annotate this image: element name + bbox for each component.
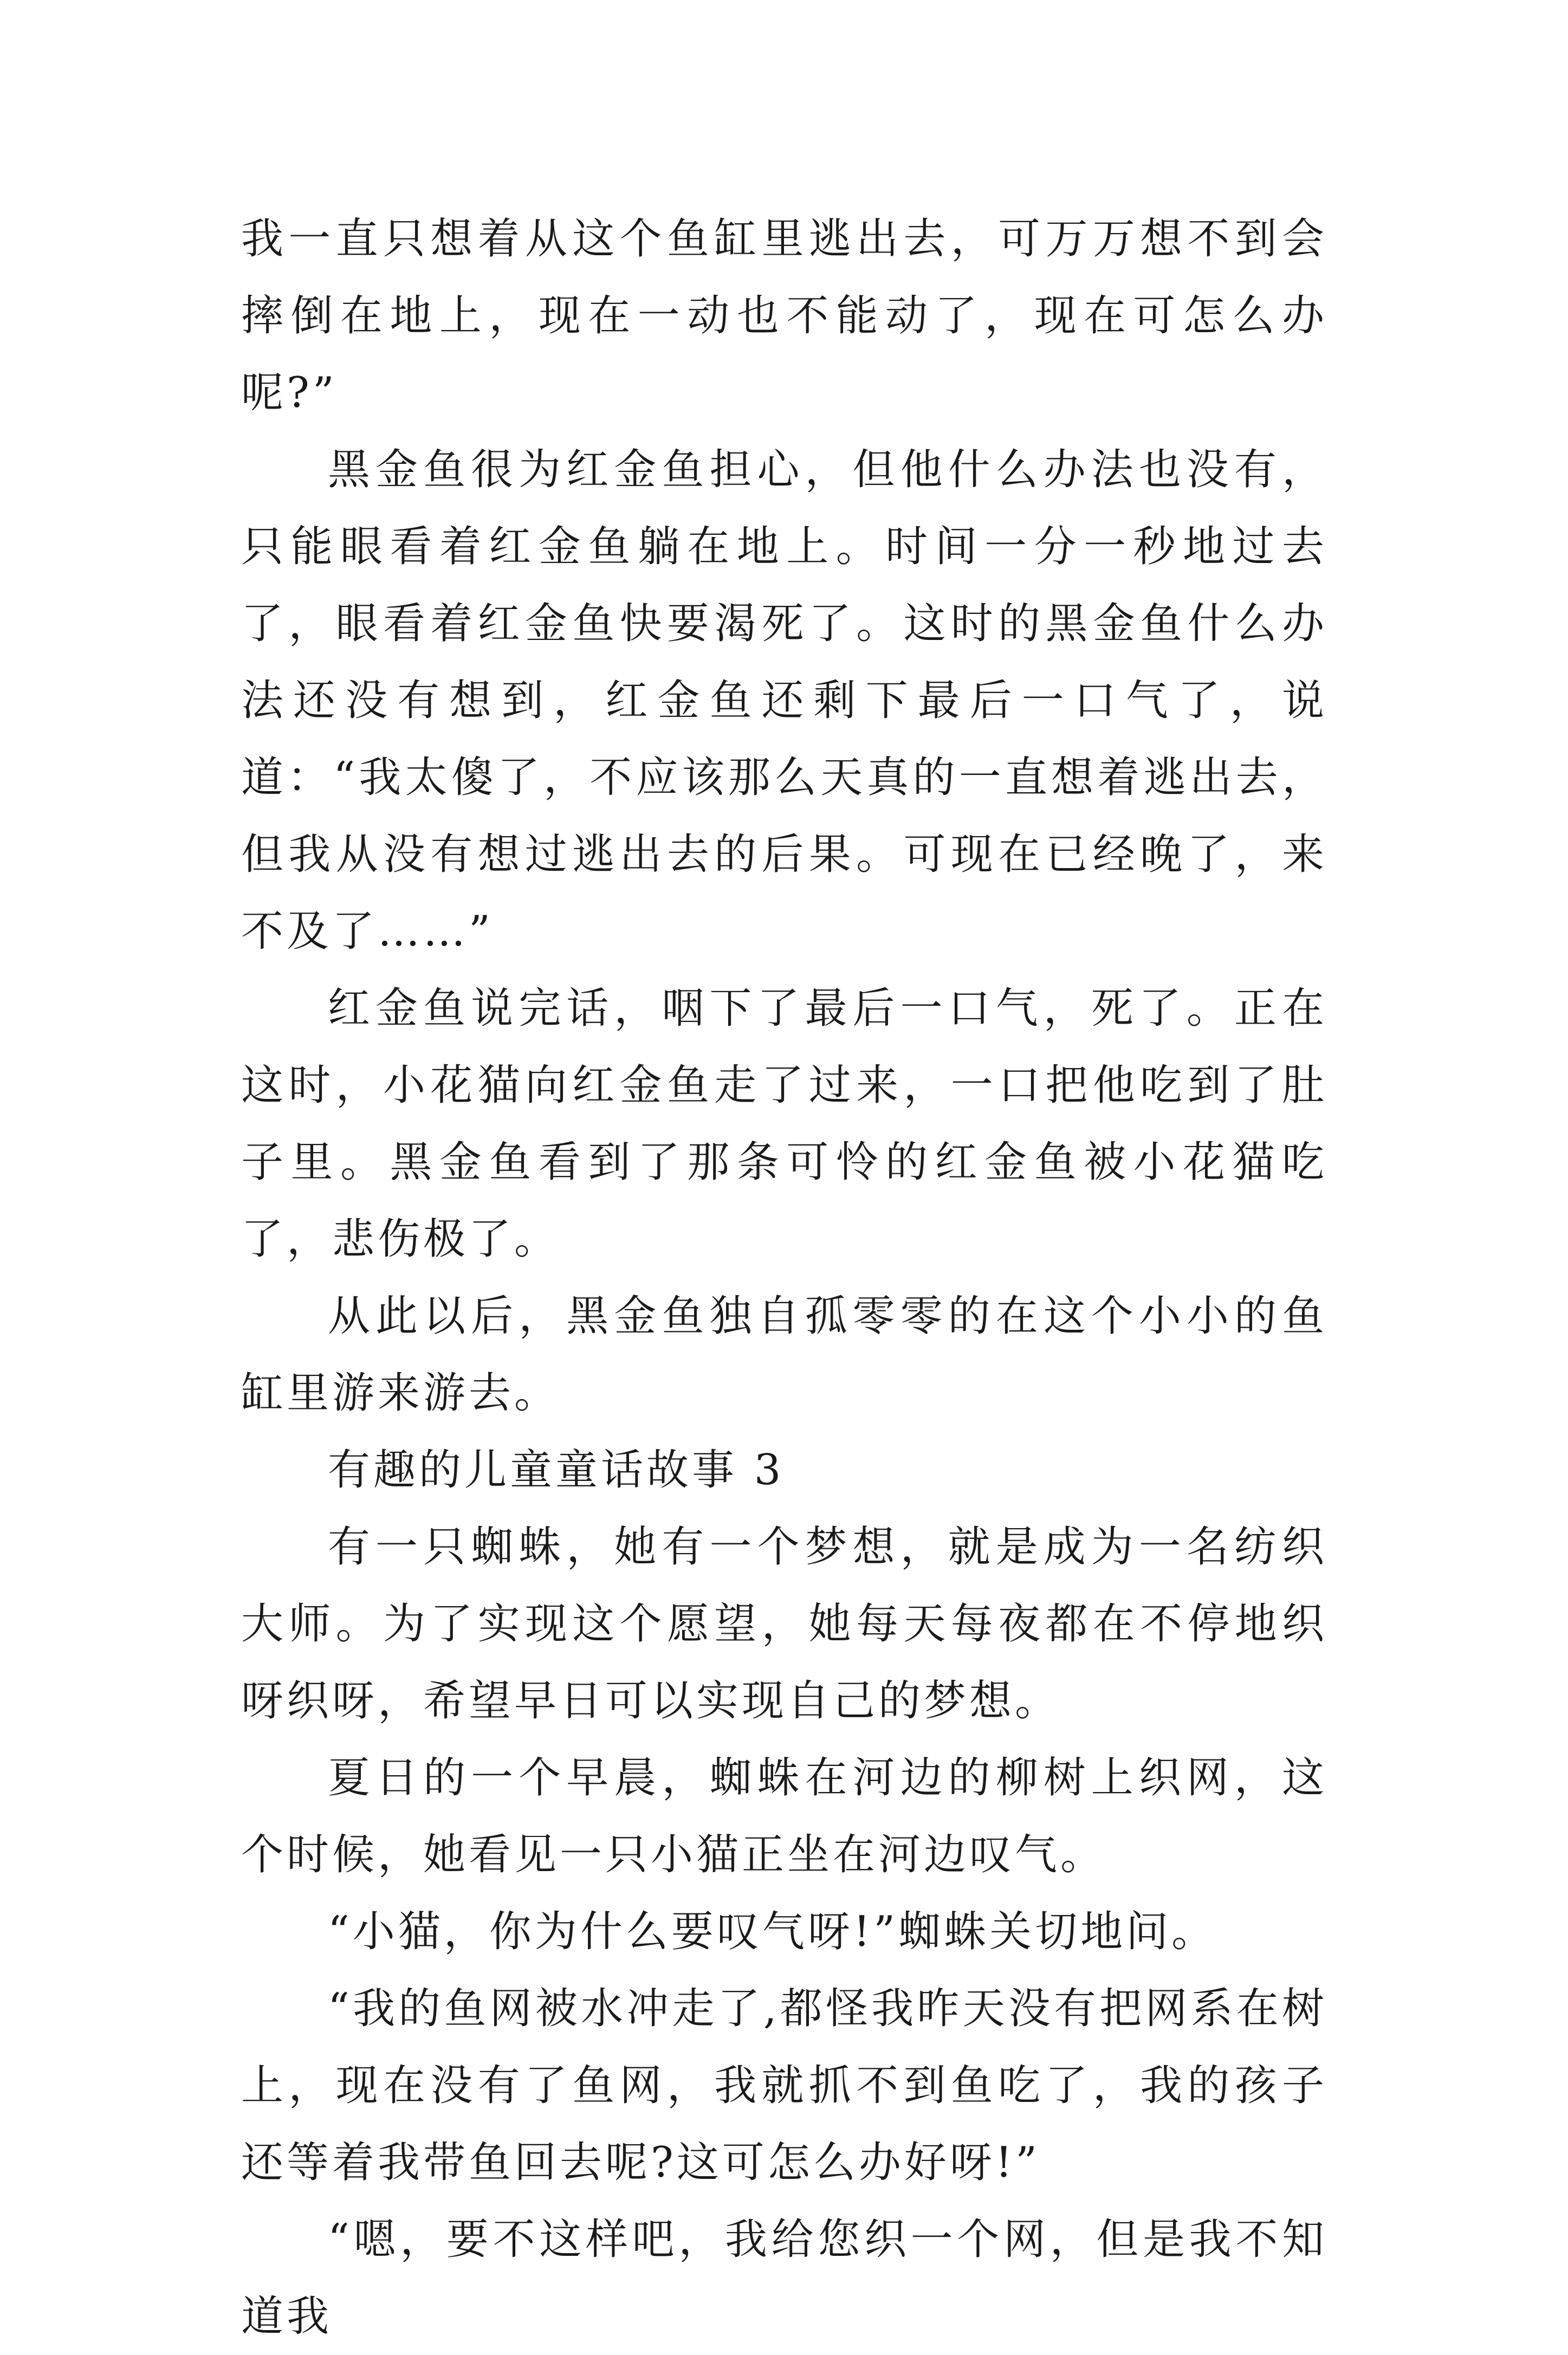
body-text <box>241 200 1327 2355</box>
paragraph-2: 黑金鱼很为红金鱼担心，但他什么办法也没有，只能眼看着红金鱼躺在地上。时间一分一秒地过去了，眼看着红金鱼快要渴死了。这时的黑金鱼什么办法还没有想到，红金鱼还剩下最后一口气了，说道：“我太傻了，不应该那么天真的一直想着逃出去，但我从没有想过逃出去的后果。可现在已经晚了，来不及了……” <box>241 445 1327 956</box>
paragraph-6: 夏日的一个早晨，蜘蛛在河边的柳树上织网，这个时候，她看见一只小猫正坐在河边叹气。 <box>241 1754 1327 1879</box>
paragraph-7: “小猫，你为什么要叹气呀!”蜘蛛关切地问。 <box>328 1907 1217 1956</box>
paragraph-4: 从此以后，黑金鱼独自孤零零的在这个小小的鱼缸里游来游去。 <box>241 1292 1327 1418</box>
paragraph-9: “嗯，要不这样吧，我给您织一个网，但是我不知道我 <box>241 2215 1327 2341</box>
paragraph-3: 红金鱼说完话，咽下了最后一口气，死了。正在这时，小花猫向红金鱼走了过来，一口把他吃到了肚子里。黑金鱼看到了那条可怜的红金鱼被小花猫吃了，悲伤极了。 <box>241 984 1327 1264</box>
story-title-3: 有趣的儿童童话故事 3 <box>328 1446 785 1494</box>
paragraph-8: “我的鱼网被水冲走了,都怪我昨天没有把网系在树上，现在没有了鱼网，我就抓不到鱼吃了，我的孩子还等着我带鱼回去呢?这可怎么办好呀!” <box>241 1984 1327 2187</box>
paragraph-1: 我一直只想着从这个鱼缸里逃出去，可万万想不到会摔倒在地上，现在一动也不能动了，现在可怎么办呢?” <box>241 215 1327 417</box>
paragraph-5: 有一只蜘蛛，她有一个梦想，就是成为一名纺织大师。为了实现这个愿望，她每天每夜都在不停地织呀织呀，希望早日可以实现自己的梦想。 <box>241 1523 1327 1725</box>
